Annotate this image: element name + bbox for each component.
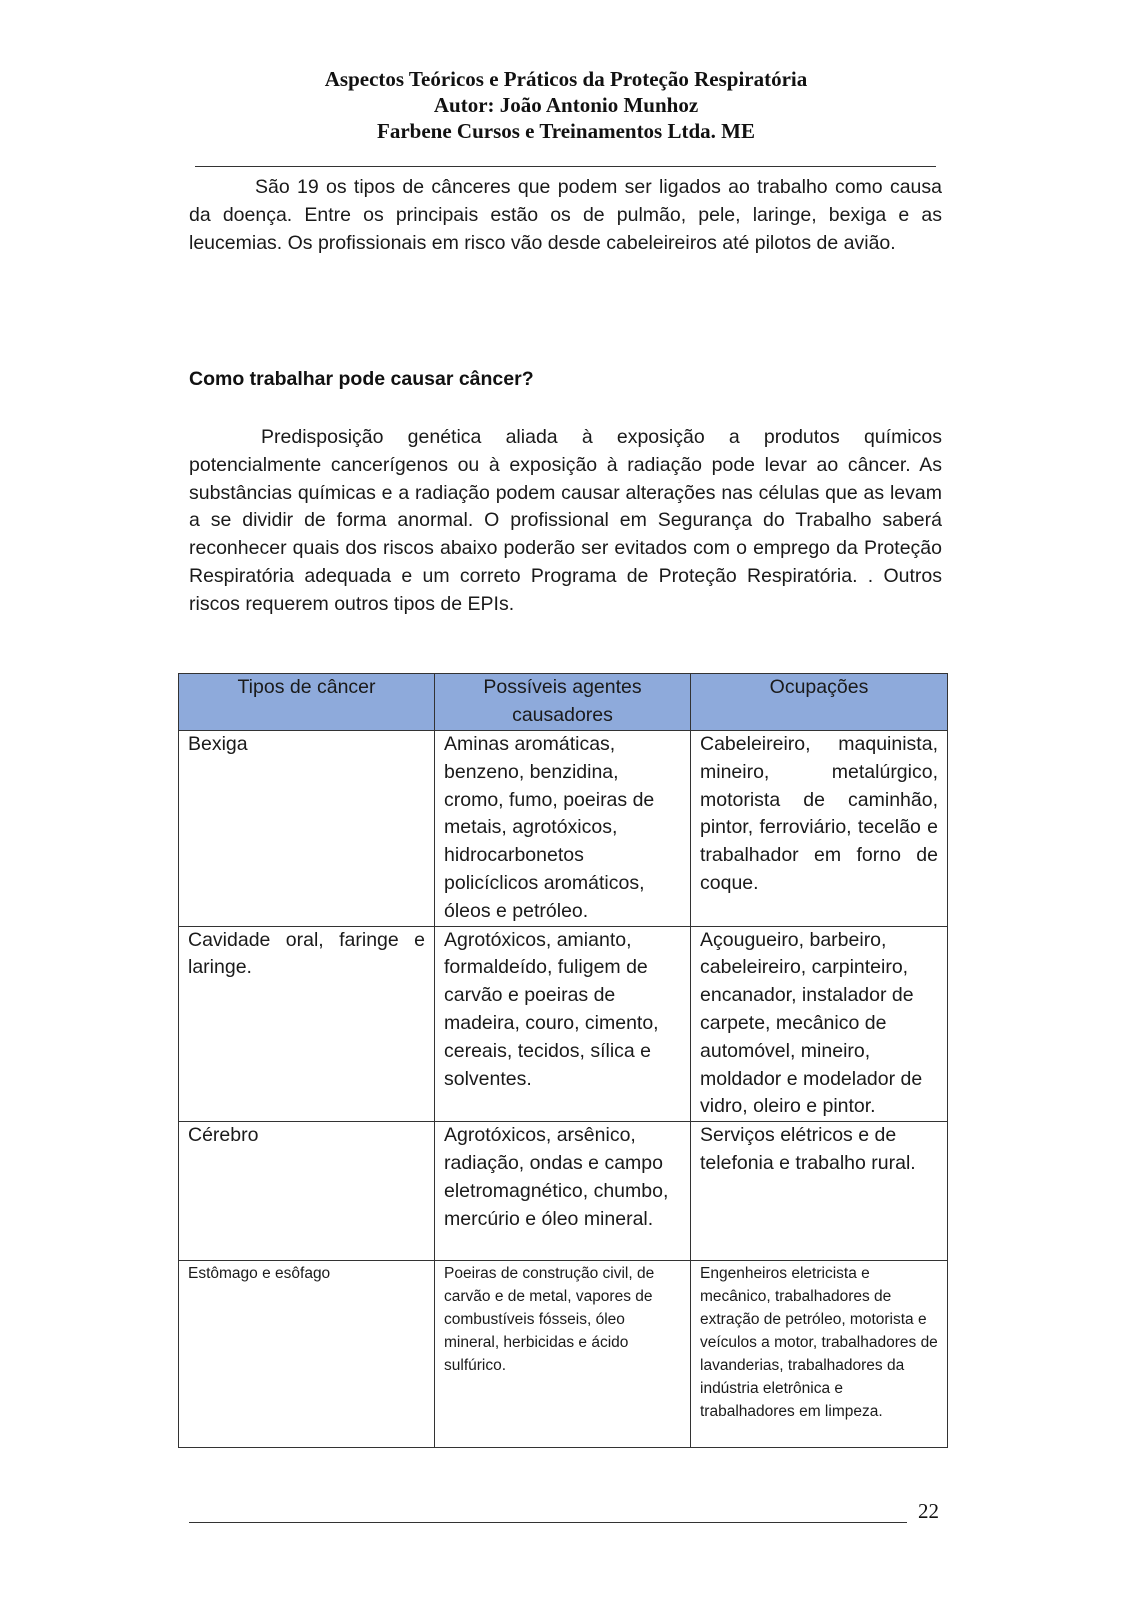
table-row — [179, 1122, 948, 1261]
section-heading: Como trabalhar pode causar câncer? — [189, 368, 534, 390]
cell-occupations: Engenheiros eletricista e mecânico, trabalhadores de extração de petróleo, motorista e veículos a motor, trabalhadores de lavanderias, trabalhadores da indústria eletrônica e trabalhadores em limpeza. — [691, 1261, 948, 1448]
intro-paragraph: São 19 os tipos de cânceres que podem ser ligados ao trabalho como causa da doença. Entre os principais estão os de pulmão, pele, laringe, bexiga e as leucemias. Os profissionais em risco vão desde cabeleireiros até pilotos de avião. — [189, 176, 942, 254]
section-paragraph: Predisposição genética aliada à exposição a produtos químicos potencialmente cancerígenos ou à exposição à radiação pode levar ao câncer. As substâncias químicas e a radiação podem causar alterações nas células que as levam a se dividir de forma anormal. O profissional em Segurança do Trabalho saberá reconhecer quais dos riscos abaixo poderão ser evitados com o emprego da Proteção Respiratória adequada e um correto Programa de Proteção Respiratória. . Outros riscos requerem outros tipos de EPIs. — [189, 426, 942, 615]
header-rule — [195, 166, 936, 167]
cell-cancer-type: Cavidade oral, faringe e laringe. — [179, 926, 435, 1122]
cancer-table — [178, 673, 948, 1448]
cell-agents: Aminas aromáticas, benzeno, benzidina, cromo, fumo, poeiras de metais, agrotóxicos, hidrocarbonetos policíclicos aromáticos, óleos e petróleo. — [435, 731, 691, 927]
cell-occupations: Açougueiro, barbeiro, cabeleireiro, carpinteiro, encanador, instalador de carpete, mecânico de automóvel, mineiro, moldador e modelador de vidro, oleiro e pintor. — [691, 926, 948, 1122]
cell-occupations: Serviços elétricos e de telefonia e trabalho rural. — [691, 1122, 948, 1261]
footer-rule — [189, 1522, 907, 1523]
table-header-row — [179, 674, 948, 731]
header-cancer-type: Tipos de câncer — [179, 674, 435, 731]
document-header — [0, 66, 1132, 144]
cell-agents: Agrotóxicos, amianto, formaldeído, fuligem de carvão e poeiras de madeira, couro, cimento, cereais, tecidos, sílica e solventes. — [435, 926, 691, 1122]
table-row — [179, 1261, 948, 1448]
header-title: Aspectos Teóricos e Práticos da Proteção Respiratória — [324, 67, 808, 91]
table-row — [179, 731, 948, 927]
header-agents: Possíveis agentes causadores — [435, 674, 691, 731]
header-company: Farbene Cursos e Treinamentos Ltda. ME — [377, 119, 755, 143]
cell-cancer-type: Bexiga — [179, 731, 435, 927]
page-number: 22 — [918, 1499, 939, 1523]
cell-agents: Agrotóxicos, arsênico, radiação, ondas e campo eletromagnético, chumbo, mercúrio e óleo mineral. — [435, 1122, 691, 1261]
cell-occupations: Cabeleireiro, maquinista, mineiro, metalúrgico, motorista de caminhão, pintor, ferroviário, tecelão e trabalhador em forno de coque. — [691, 731, 948, 927]
cell-cancer-type: Cérebro — [179, 1122, 435, 1261]
cell-agents: Poeiras de construção civil, de carvão e de metal, vapores de combustíveis fósseis, óleo mineral, herbicidas e ácido sulfúrico. — [435, 1261, 691, 1448]
header-occupations: Ocupações — [691, 674, 948, 731]
header-author: Autor: João Antonio Munhoz — [433, 93, 699, 117]
table-row — [179, 926, 948, 1122]
cell-cancer-type: Estômago e esôfago — [179, 1261, 435, 1448]
